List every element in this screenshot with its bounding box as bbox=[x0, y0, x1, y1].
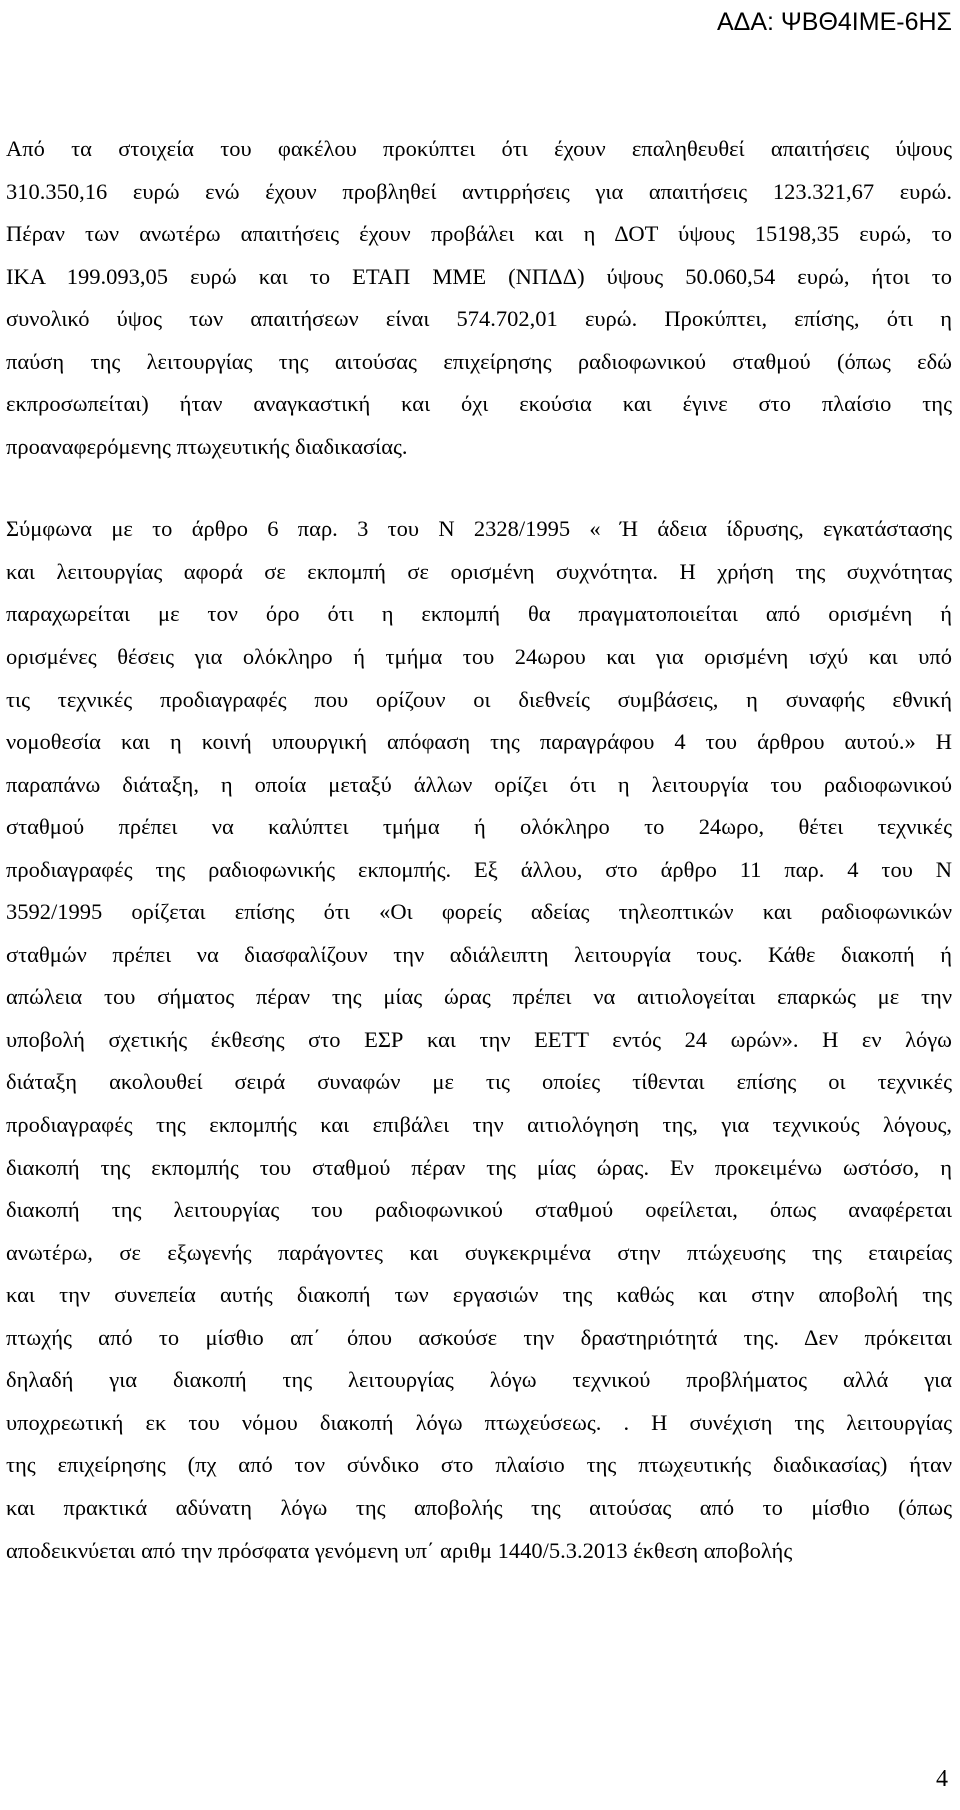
text-line: ορισμένες θέσεις για ολόκληρο ή τμήμα του 24ωρου και για ορισμένη ισχύ και υπό bbox=[6, 644, 952, 670]
text-line: Πέραν των ανωτέρω απαιτήσεις έχουν προβάλει και η ΔΟΤ ύψους 15198,35 ευρώ, το bbox=[6, 221, 952, 247]
text-line: διακοπή της λειτουργίας του ραδιοφωνικού σταθμού οφείλεται, όπως αναφέρεται bbox=[6, 1197, 952, 1223]
text-line: Σύμφωνα με το άρθρο 6 παρ. 3 του Ν 2328/1995 « Ή άδεια ίδρυσης, εγκατάστασης bbox=[6, 516, 952, 542]
text-line: 3592/1995 ορίζεται επίσης ότι «Οι φορείς αδείας τηλεοπτικών και ραδιοφωνικών bbox=[6, 899, 952, 925]
paragraph bbox=[6, 128, 952, 468]
text-line: εκπροσωπείται) ήταν αναγκαστική και όχι εκούσια και έγινε στο πλαίσιο της bbox=[6, 391, 952, 417]
text-line: υποχρεωτική εκ του νόμου διακοπή λόγω πτωχεύσεως. . Η συνέχιση της λειτουργίας bbox=[6, 1409, 952, 1435]
text-line: αποδεικνύεται από την πρόσφατα γενόμενη υπ΄ αριθμ 1440/5.3.2013 έκθεση αποβολής bbox=[6, 1537, 793, 1563]
text-line: απώλεια του σήματος πέραν της μίας ώρας πρέπει να αιτιολογείται επαρκώς με την bbox=[6, 984, 952, 1010]
text-line: σταθμού πρέπει να καλύπτει τμήμα ή ολόκληρο το 24ωρο, θέτει τεχνικές bbox=[6, 814, 952, 840]
text-line: ΙΚΑ 199.093,05 ευρώ και το ΕΤΑΠ ΜΜΕ (ΝΠΔΔ) ύψους 50.060,54 ευρώ, ήτοι το bbox=[6, 263, 952, 289]
text-line: 310.350,16 ευρώ ενώ έχουν προβληθεί αντιρρήσεις για απαιτήσεις 123.321,67 ευρώ. bbox=[6, 178, 952, 204]
text-line: και την συνεπεία αυτής διακοπή των εργασιών της καθώς και στην αποβολή της bbox=[6, 1282, 952, 1308]
text-line: και λειτουργίας αφορά σε εκπομπή σε ορισμένη συχνότητα. Η χρήση της συχνότητας bbox=[6, 558, 952, 584]
text-line: συνολικό ύψος των απαιτήσεων είναι 574.702,01 ευρώ. Προκύπτει, επίσης, ότι η bbox=[6, 306, 952, 332]
text-line: προδιαγραφές της εκπομπής και επιβάλει την αιτιολόγηση της, για τεχνικούς λόγους, bbox=[6, 1112, 952, 1138]
text-line: σταθμών πρέπει να διασφαλίζουν την αδιάλειπτη λειτουργία τους. Κάθε διακοπή ή bbox=[6, 941, 952, 967]
page-number: 4 bbox=[936, 1766, 948, 1792]
paragraph-gap bbox=[6, 468, 952, 508]
text-line: δηλαδή για διακοπή της λειτουργίας λόγω τεχνικού προβλήματος αλλά για bbox=[6, 1367, 952, 1393]
text-line: διακοπή της εκπομπής του σταθμού πέραν της μίας ώρας. Εν προκειμένω ωστόσο, η bbox=[6, 1154, 952, 1180]
text-line: διάταξη ακολουθεί σειρά συναφών με τις οποίες τίθενται επίσης οι τεχνικές bbox=[6, 1069, 952, 1095]
document-id-header: ΑΔΑ: ΨΒΘ4ΙΜΕ-6ΗΣ bbox=[716, 8, 952, 36]
text-line: πτωχής από το μίσθιο απ΄ όπου ασκούσε την δραστηριότητά της. Δεν πρόκειται bbox=[6, 1324, 952, 1350]
text-line: και πρακτικά αδύνατη λόγω της αποβολής της αιτούσας από το μίσθιο (όπως bbox=[6, 1494, 952, 1520]
text-line: Από τα στοιχεία του φακέλου προκύπτει ότι έχουν επαληθευθεί απαιτήσεις ύψους bbox=[6, 136, 952, 161]
document-body bbox=[6, 128, 952, 1572]
paragraph bbox=[6, 508, 952, 1572]
text-line: της επιχείρησης (πχ από τον σύνδικο στο πλαίσιο της πτωχευτικής διαδικασίας) ήταν bbox=[6, 1452, 952, 1478]
text-line: νομοθεσία και η κοινή υπουργική απόφαση της παραγράφου 4 του άρθρου αυτού.» Η bbox=[6, 729, 952, 755]
text-line: παραπάνω διάταξη, η οποία μεταξύ άλλων ορίζει ότι η λειτουργία του ραδιοφωνικού bbox=[6, 771, 952, 797]
text-line: προαναφερόμενης πτωχευτικής διαδικασίας. bbox=[6, 433, 408, 459]
text-line: παύση της λειτουργίας της αιτούσας επιχείρησης ραδιοφωνικού σταθμού (όπως εδώ bbox=[6, 348, 952, 374]
text-line: τις τεχνικές προδιαγραφές που ορίζουν οι διεθνείς συμβάσεις, η συναφής εθνική bbox=[6, 686, 952, 712]
text-line: παραχωρείται με τον όρο ότι η εκπομπή θα πραγματοποιείται από ορισμένη ή bbox=[6, 601, 952, 627]
text-line: υποβολή σχετικής έκθεσης στο ΕΣΡ και την ΕΕΤΤ εντός 24 ωρών». Η εν λόγω bbox=[6, 1026, 952, 1052]
text-line: προδιαγραφές της ραδιοφωνικής εκπομπής. Εξ άλλου, στο άρθρο 11 παρ. 4 του Ν bbox=[6, 856, 952, 882]
text-line: ανωτέρω, σε εξωγενής παράγοντες και συγκεκριμένα στην πτώχευσης της εταιρείας bbox=[6, 1239, 952, 1265]
